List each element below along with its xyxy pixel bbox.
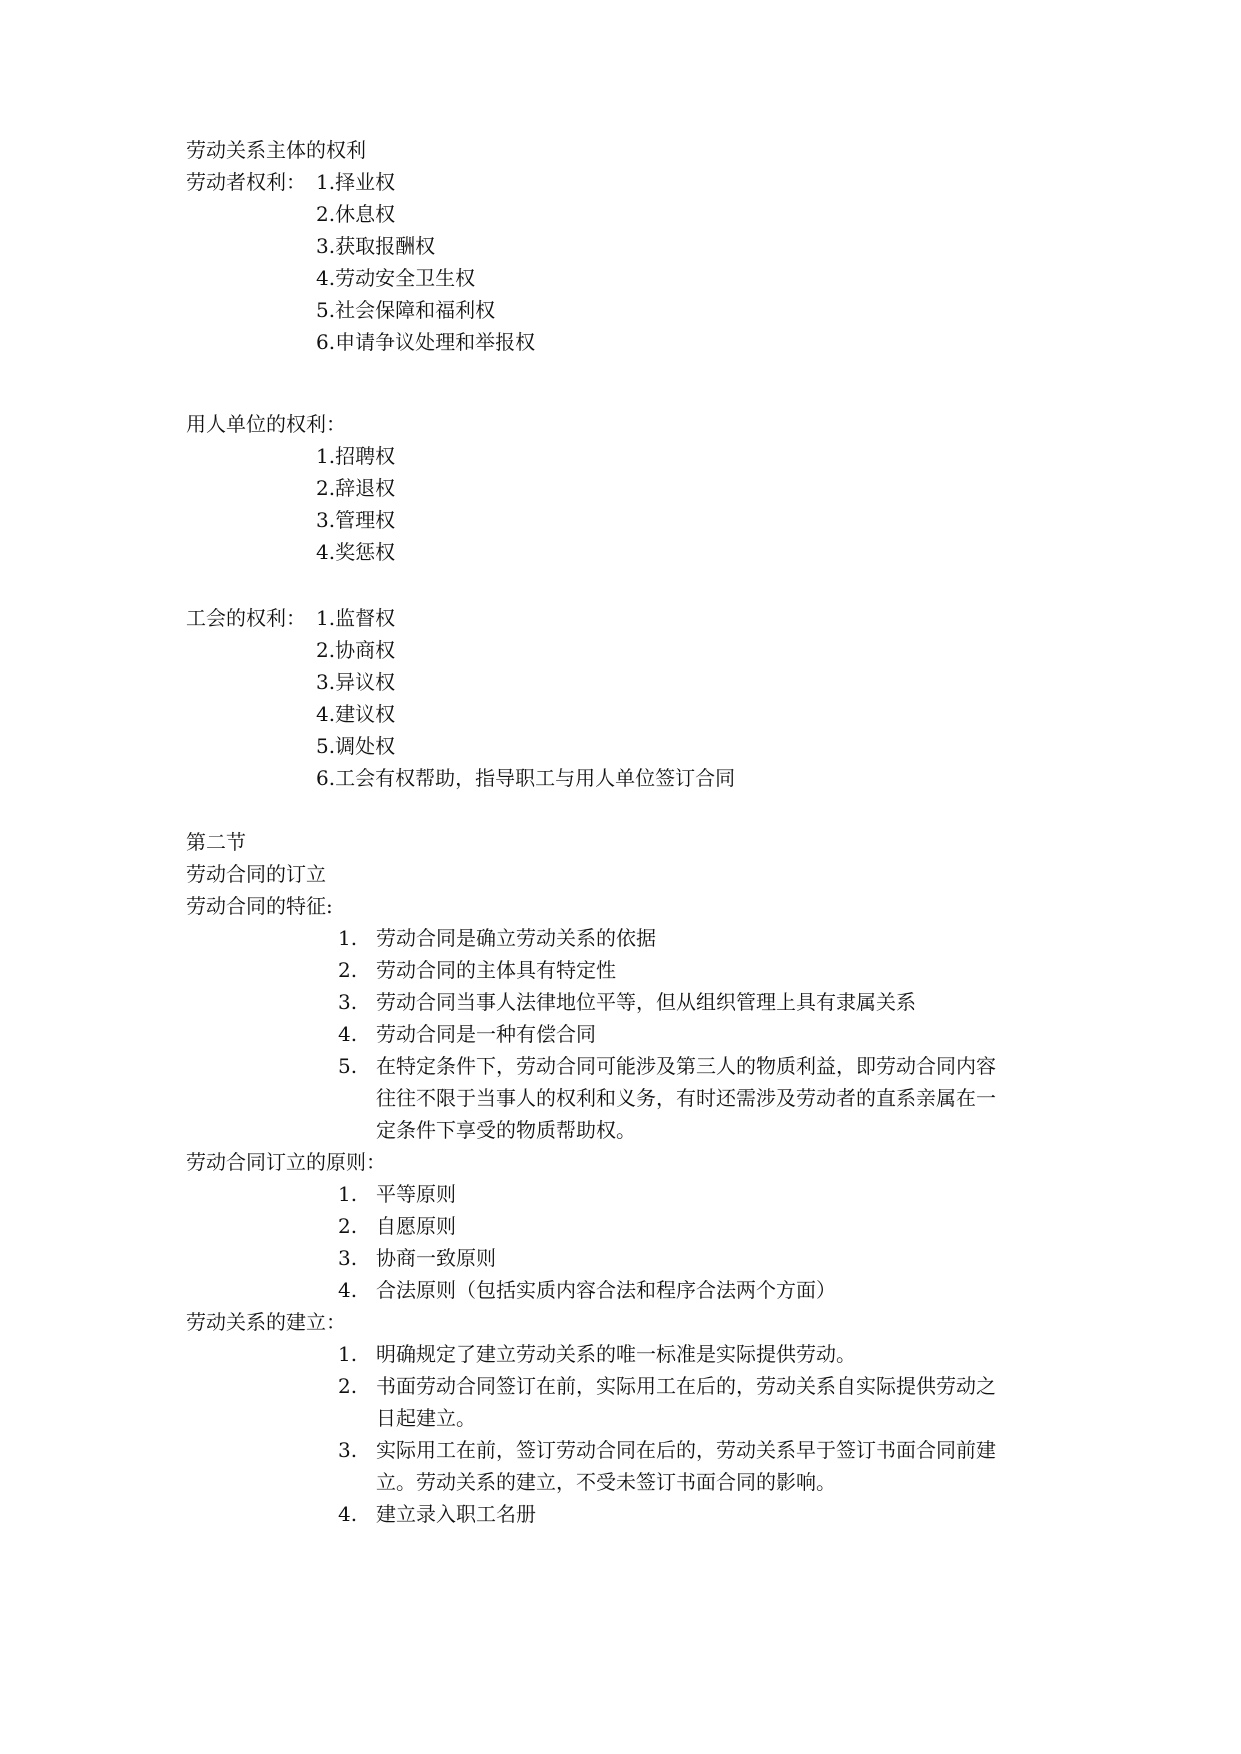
employer-right-item: 1.招聘权 [316,444,396,468]
list-item-continuation: 立。劳动关系的建立，不受未签订书面合同的影响。 [376,1470,836,1494]
employer-right-item: 3.管理权 [316,508,396,532]
worker-right-item: 2.休息权 [316,202,396,226]
employer-right-item: 2.辞退权 [316,476,396,500]
section-heading: 第二节 [186,830,246,854]
list-number: 3. [338,1246,358,1270]
employer-right-item: 4.奖惩权 [316,540,396,564]
list-number: 4. [338,1022,358,1046]
worker-rights-label: 劳动者权利： [186,170,306,194]
list-item: 书面劳动合同签订在前，实际用工在后的，劳动关系自实际提供劳动之 [376,1374,996,1398]
section-subtitle: 劳动合同的订立 [186,862,326,886]
union-right-item: 3.异议权 [316,670,396,694]
union-right-item: 6.工会有权帮助，指导职工与用人单位签订合同 [316,766,736,790]
list-item-continuation: 往往不限于当事人的权利和义务，有时还需涉及劳动者的直系亲属在一 [376,1086,996,1110]
list-item: 实际用工在前，签订劳动合同在后的，劳动关系早于签订书面合同前建 [376,1438,996,1462]
worker-right-item: 5.社会保障和福利权 [316,298,496,322]
list-item: 劳动合同是一种有偿合同 [376,1022,596,1046]
features-label: 劳动合同的特征: [186,894,333,918]
list-number: 1. [338,926,358,950]
worker-right-item: 1.择业权 [316,170,396,194]
list-item: 自愿原则 [376,1214,456,1238]
list-number: 3. [338,1438,358,1462]
list-item: 明确规定了建立劳动关系的唯一标准是实际提供劳动。 [376,1342,856,1366]
worker-right-item: 6.申请争议处理和举报权 [316,330,536,354]
list-number: 2. [338,1374,358,1398]
page-title: 劳动关系主体的权利 [186,138,366,162]
union-right-item: 5.调处权 [316,734,396,758]
list-item: 劳动合同当事人法律地位平等，但从组织管理上具有隶属关系 [376,990,916,1014]
list-number: 2. [338,958,358,982]
worker-right-item: 4.劳动安全卫生权 [316,266,476,290]
list-item: 合法原则（包括实质内容合法和程序合法两个方面） [376,1278,836,1302]
worker-right-item: 3.获取报酬权 [316,234,436,258]
list-item: 劳动合同是确立劳动关系的依据 [376,926,656,950]
list-item: 建立录入职工名册 [376,1502,536,1526]
list-number: 5. [338,1054,358,1078]
list-number: 2. [338,1214,358,1238]
list-number: 4. [338,1502,358,1526]
list-number: 1. [338,1342,358,1366]
list-item-continuation: 日起建立。 [376,1406,476,1430]
union-rights-label: 工会的权利： [186,606,306,630]
establishment-label: 劳动关系的建立： [186,1310,346,1334]
list-number: 1. [338,1182,358,1206]
list-item: 在特定条件下，劳动合同可能涉及第三人的物质利益，即劳动合同内容 [376,1054,996,1078]
list-item: 协商一致原则 [376,1246,496,1270]
employer-rights-label: 用人单位的权利： [186,412,346,436]
principles-label: 劳动合同订立的原则： [186,1150,386,1174]
union-right-item: 2.协商权 [316,638,396,662]
list-item-continuation: 定条件下享受的物质帮助权。 [376,1118,636,1142]
list-number: 4. [338,1278,358,1302]
list-number: 3. [338,990,358,1014]
union-right-item: 1.监督权 [316,606,396,630]
list-item: 劳动合同的主体具有特定性 [376,958,616,982]
union-right-item: 4.建议权 [316,702,396,726]
list-item: 平等原则 [376,1182,456,1206]
